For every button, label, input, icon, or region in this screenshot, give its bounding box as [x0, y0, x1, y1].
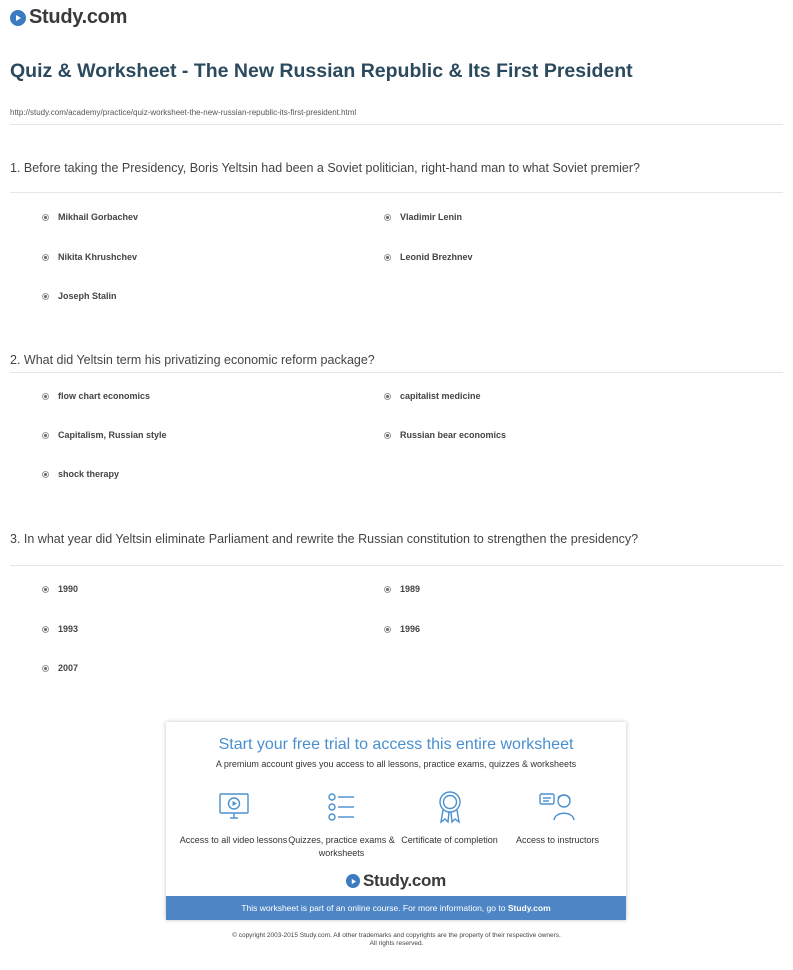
- divider: [10, 124, 783, 125]
- answer-label: capitalist medicine: [400, 391, 481, 401]
- feature-video-lessons: [176, 788, 291, 847]
- logo-text: Study.com: [363, 871, 446, 890]
- feature-label: Certificate of completion: [401, 835, 498, 845]
- answer-label: Vladimir Lenin: [400, 212, 463, 222]
- banner-link[interactable]: Study.com: [507, 903, 551, 913]
- answer-option[interactable]: [42, 430, 167, 440]
- question-2: 2. What did Yeltsin term his privatizing economic reform package?: [10, 353, 375, 367]
- radio-icon[interactable]: [384, 393, 391, 400]
- radio-icon[interactable]: [42, 432, 49, 439]
- feature-label: Access to instructors: [515, 835, 600, 845]
- answer-option[interactable]: [384, 584, 420, 594]
- answer-option[interactable]: [384, 624, 420, 634]
- answer-option[interactable]: [42, 584, 78, 594]
- instructor-icon: [500, 788, 615, 826]
- video-lesson-icon: [176, 788, 291, 826]
- question-3: 3. In what year did Yeltsin eliminate Parliament and rewrite the Russian constitution to strengthen the presidency?: [10, 532, 639, 546]
- divider: [10, 372, 783, 373]
- promo-subtitle: A premium account gives you access to all lessons, practice exams, quizzes & worksheets: [215, 759, 577, 769]
- answer-option[interactable]: [384, 391, 481, 401]
- answer-label: Capitalism, Russian style: [58, 430, 167, 440]
- copyright-line: All rights reserved.: [369, 940, 424, 947]
- radio-icon[interactable]: [42, 586, 49, 593]
- quiz-list-icon: [284, 788, 399, 826]
- question-1: 1. Before taking the Presidency, Boris Yeltsin had been a Soviet politician, right-hand man to what Soviet premier?: [10, 161, 640, 175]
- answer-label: Russian bear economics: [400, 430, 507, 440]
- radio-icon[interactable]: [42, 293, 49, 300]
- copyright: [0, 932, 793, 948]
- answer-label: shock therapy: [58, 469, 120, 479]
- feature-quizzes: [284, 788, 399, 860]
- answer-label: 1993: [58, 624, 79, 634]
- radio-icon[interactable]: [42, 626, 49, 633]
- promo-logo[interactable]: [166, 871, 626, 891]
- banner-text: This worksheet is part of an online course. For more information, go to: [241, 903, 508, 913]
- play-icon: [346, 874, 360, 888]
- answer-label: 1989: [400, 584, 421, 594]
- feature-instructors: [500, 788, 615, 847]
- answer-option[interactable]: [42, 391, 150, 401]
- feature-certificate: [392, 788, 507, 847]
- page-title: Quiz & Worksheet - The New Russian Republic & Its First President: [10, 60, 633, 82]
- answer-option[interactable]: [384, 430, 506, 440]
- feature-label: Quizzes, practice exams & worksheets: [288, 835, 395, 858]
- answer-option[interactable]: [42, 624, 78, 634]
- answer-option[interactable]: [42, 212, 138, 222]
- radio-icon[interactable]: [384, 254, 391, 261]
- answer-label: Mikhail Gorbachev: [58, 212, 139, 222]
- radio-icon[interactable]: [384, 586, 391, 593]
- certificate-icon: [392, 788, 507, 826]
- course-banner[interactable]: [166, 896, 626, 920]
- answer-label: Leonid Brezhnev: [400, 252, 473, 262]
- promo-title[interactable]: Start your free trial to access this entire worksheet: [218, 736, 574, 753]
- answer-label: 2007: [58, 663, 79, 673]
- answer-label: Nikita Khrushchev: [58, 252, 138, 262]
- answer-option[interactable]: [42, 469, 119, 479]
- radio-icon[interactable]: [42, 254, 49, 261]
- logo-text: Study.com: [29, 6, 128, 28]
- answer-option[interactable]: [42, 663, 78, 673]
- answer-option[interactable]: [42, 291, 117, 301]
- radio-icon[interactable]: [384, 432, 391, 439]
- divider: [10, 565, 783, 566]
- answer-option[interactable]: [384, 212, 462, 222]
- radio-icon[interactable]: [42, 665, 49, 672]
- answer-label: 1990: [58, 584, 79, 594]
- radio-icon[interactable]: [384, 626, 391, 633]
- feature-label: Access to all video lessons: [179, 835, 288, 845]
- answer-label: flow chart economics: [58, 391, 151, 401]
- study-logo[interactable]: [10, 6, 127, 29]
- radio-icon[interactable]: [42, 471, 49, 478]
- radio-icon[interactable]: [42, 393, 49, 400]
- radio-icon[interactable]: [42, 214, 49, 221]
- free-trial-promo[interactable]: [166, 722, 626, 920]
- answer-label: 1996: [400, 624, 421, 634]
- answer-label: Joseph Stalin: [58, 291, 117, 301]
- answer-option[interactable]: [42, 252, 137, 262]
- answer-option[interactable]: [384, 252, 473, 262]
- radio-icon[interactable]: [384, 214, 391, 221]
- copyright-line: © copyright 2003-2015 Study.com. All other trademarks and copyrights are the property of their respective owners.: [232, 932, 561, 939]
- divider: [10, 192, 783, 193]
- page-url[interactable]: http://study.com/academy/practice/quiz-worksheet-the-new-russian-republic-its-first-president.html: [10, 108, 357, 117]
- play-icon: [10, 10, 26, 26]
